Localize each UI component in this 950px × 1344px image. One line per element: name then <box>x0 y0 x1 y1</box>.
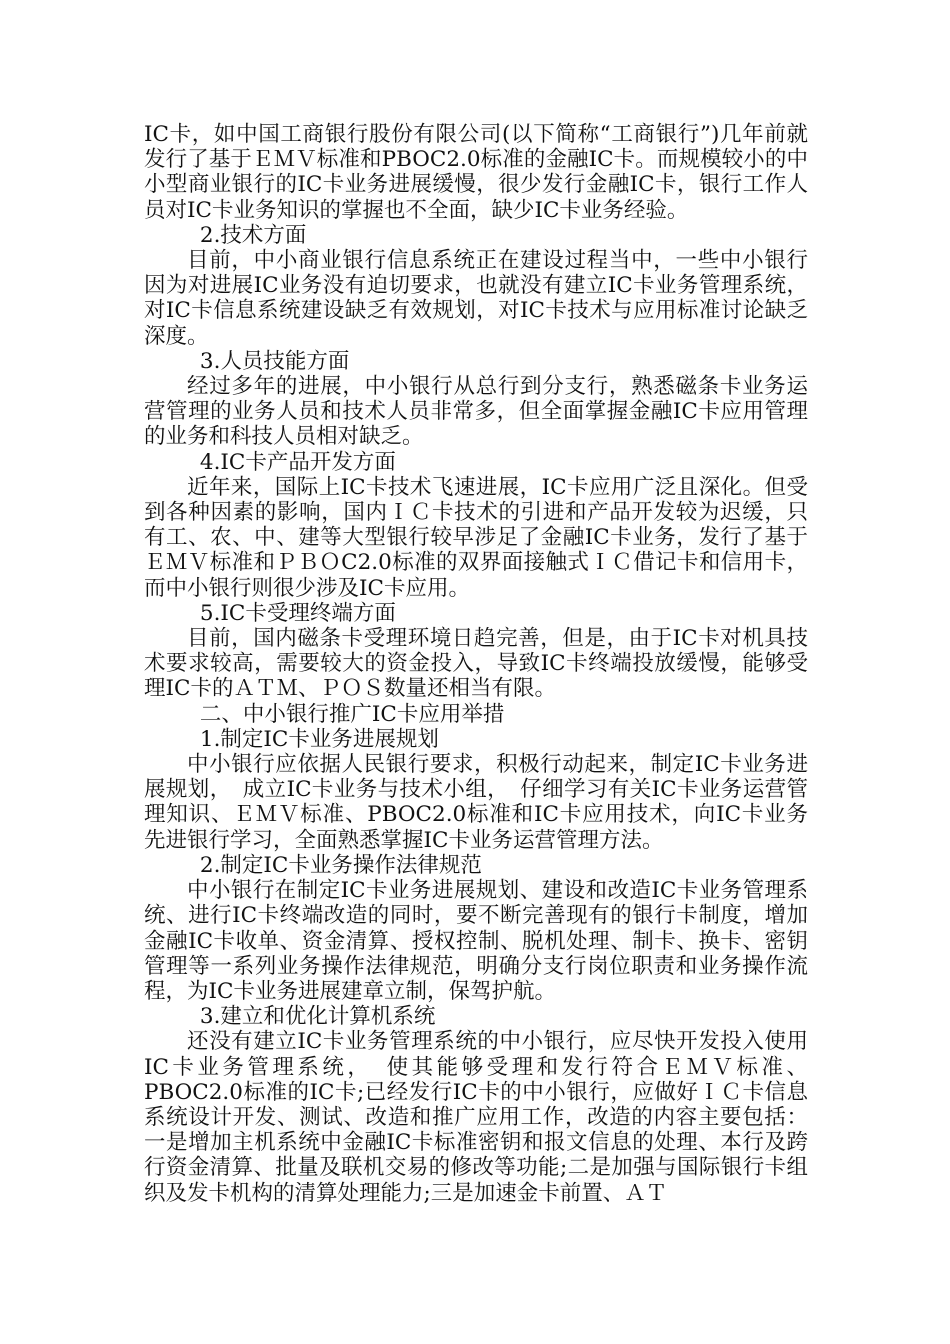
heading-product-development: 4.IC卡产品开发方面 <box>199 449 396 475</box>
heading-development-plan: 1.制定IC卡业务进展规划 <box>199 726 439 752</box>
heading-personnel-skills: 3.人员技能方面 <box>199 348 350 374</box>
document-body <box>144 122 808 1206</box>
paragraph-product-development: 近年来，国际上IC卡技术飞速进展，IC卡应用广泛且深化。但受到各种因素的影响，国内ＩＣ卡技术的引进和产品开发较为迟缓，只有工、农、中、建等大型银行较早涉足了金融IC卡业务，发行了基于ＥＭＶ标准和ＰＢＯC2.0标准的双界面接触式ＩＣ借记卡和信用卡，而中小银行则很少涉及IC卡应用。 <box>144 474 808 601</box>
paragraph-acceptance-terminals: 目前，国内磁条卡受理环境日趋完善，但是，由于IC卡对机具技术要求较高，需要较大的资金投入，导致IC卡终端投放缓慢，能够受理IC卡的ＡＴＭ、ＰＯＳ数量还相当有限。 <box>144 626 808 702</box>
paragraph-development-plan: 中小银行应依据人民银行要求，积极行动起来，制定IC卡业务进展规划， 成立IC卡业务与技术小组， 仔细学习有关IC卡业务运营管理知识、ＥＭＶ标准、PBOC2.0标准和IC卡应用技术，向IC卡业务先进银行学习，全面熟悉掌握IC卡业务运营管理方法。 <box>144 752 808 853</box>
heading-legal-norms: 2.制定IC卡业务操作法律规范 <box>199 852 482 878</box>
paragraph-technology: 目前，中小商业银行信息系统正在建设过程当中，一些中小银行因为对进展IC业务没有迫切要求，也就没有建立IC卡业务管理系统，对IC卡信息系统建设缺乏有效规划，对IC卡技术与应用标准讨论缺乏深度。 <box>144 248 808 349</box>
heading-acceptance-terminals: 5.IC卡受理终端方面 <box>199 600 396 626</box>
paragraph-personnel-skills: 经过多年的进展，中小银行从总行到分支行，熟悉磁条卡业务运营管理的业务人员和技术人员非常多，但全面掌握金融IC卡应用管理的业务和科技人员相对缺乏。 <box>144 374 808 450</box>
heading-technology: 2.技术方面 <box>199 222 307 248</box>
paragraph-legal-norms: 中小银行在制定IC卡业务进展规划、建设和改造IC卡业务管理系统、进行IC卡终端改造的同时，要不断完善现有的银行卡制度，增加金融IC卡收单、资金清算、授权控制、脱机处理、制卡、换卡、密钥管理等一系列业务操作法律规范，明确分支行岗位职责和业务操作流程，为IC卡业务进展建章立制，保驾护航。 <box>144 878 808 1004</box>
paragraph-ic-card-intro: IC卡，如中国工商银行股份有限公司(以下简称“工商银行”)几年前就发行了基于ＥＭＶ标准和PBOC2.0标准的金融IC卡。而规模较小的中小型商业银行的IC卡业务进展缓慢，很少发行金融IC卡，银行工作人员对IC卡业务知识的掌握也不全面，缺少IC卡业务经验。 <box>144 122 808 223</box>
paragraph-computer-system: 还没有建立IC卡业务管理系统的中小银行，应尽快开发投入使用IC卡业务管理系统， 使其能够受理和发行符合ＥＭＶ标准、PBOC2.0标准的IC卡;已经发行IC卡的中小银行，应做好ＩＣ卡信息系统设计开发、测试、改造和推广应用工作，改造的内容主要包括：一是增加主机系统中金融IC卡标准密钥和报文信息的处理、本行及跨行资金清算、批量及联机交易的修改等功能;二是加强与国际银行卡组织及发卡机构的清算处理能力;三是加速金卡前置、ＡＴ <box>144 1029 808 1206</box>
heading-computer-system: 3.建立和优化计算机系统 <box>199 1004 436 1030</box>
section-heading-measures: 二、中小银行推广IC卡应用举措 <box>199 701 505 727</box>
